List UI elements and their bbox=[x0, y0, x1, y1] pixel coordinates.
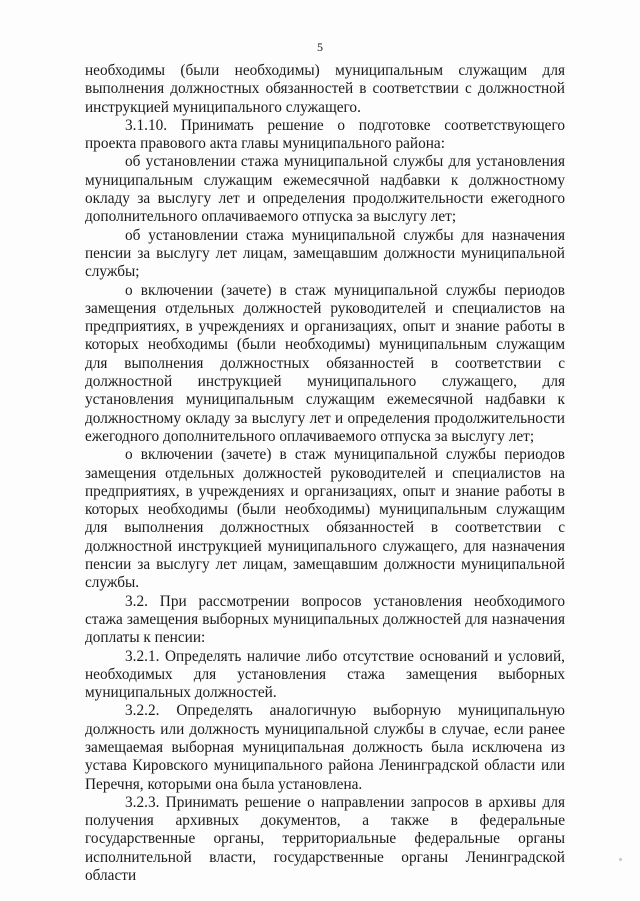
paragraph-seniority-allowance: об установлении стажа муниципальной службы для установления муниципальным служащим ежемесячной надбавки к должностному окладу за выслугу лет и определения продолжительности ежегодного дополнительного оплачиваемого отпуска за выслугу лет; bbox=[85, 153, 565, 226]
paragraph-3-2-1: 3.2.1. Определять наличие либо отсутствие оснований и условий, необходимых для установления стажа замещения выборных муниципальных должностей. bbox=[85, 647, 565, 702]
paragraph-continuation: необходимы (были необходимы) муниципальным служащим для выполнения должностных обязанностей в соответствии с должностной инструкцией муниципального служащего. bbox=[85, 62, 565, 116]
paragraph-inclusion-allowance: о включении (зачете) в стаж муниципальной службы периодов замещения отдельных должностей руководителей и специалистов на предприятиях, в учреждениях и организациях, опыт и знание работы в которых необходимы (были необходимы) муниципальным служащим для выполнения должностных обязанностей в соответствии с должностной инструкцией муниципального служащего, для установления муниципальным служащим ежемесячной надбавки к должностному окладу за выслугу лет и определения продолжительности ежегодного дополнительного оплачиваемого отпуска за выслугу лет; bbox=[85, 281, 565, 445]
scan-speck bbox=[619, 858, 622, 861]
paragraph-3-1-10: 3.1.10. Принимать решение о подготовке соответствующего проекта правового акта главы муниципального района: bbox=[85, 116, 565, 153]
paragraph-3-2-3: 3.2.3. Принимать решение о направлении запросов в архивы для получения архивных документов, а также в федеральные государственные органы, территориальные федеральные органы исполнительной власти, государственные органы Ленинградской области bbox=[85, 793, 565, 885]
paragraph-3-2: 3.2. При рассмотрении вопросов установления необходимого стажа замещения выборных муниципальных должностей для назначения доплаты к пенсии: bbox=[85, 592, 565, 647]
paragraph-3-2-2: 3.2.2. Определять аналогичную выборную муниципальную должность или должность муниципальной службы в случае, если ранее замещаемая выборная муниципальная должность была исключена из устава Кировского муниципального района Ленинградской области или Перечня, которыми она была установлена. bbox=[85, 702, 565, 793]
paragraph-inclusion-pension: о включении (зачете) в стаж муниципальной службы периодов замещения отдельных должностей руководителей и специалистов на предприятиях, в учреждениях и организациях, опыт и знание работы в которых необходимы (были необходимы) муниципальным служащим для выполнения должностных обязанностей в соответствии с должностной инструкцией муниципального служащего, для назначения пенсии за выслугу лет лицам, замещавшим должности муниципальной службы. bbox=[85, 446, 565, 592]
paragraph-seniority-pension: об установлении стажа муниципальной службы для назначения пенсии за выслугу лет лицам, замещавшим должности муниципальной службы; bbox=[85, 226, 565, 281]
document-body bbox=[85, 62, 565, 885]
page-number: 5 bbox=[317, 40, 323, 54]
